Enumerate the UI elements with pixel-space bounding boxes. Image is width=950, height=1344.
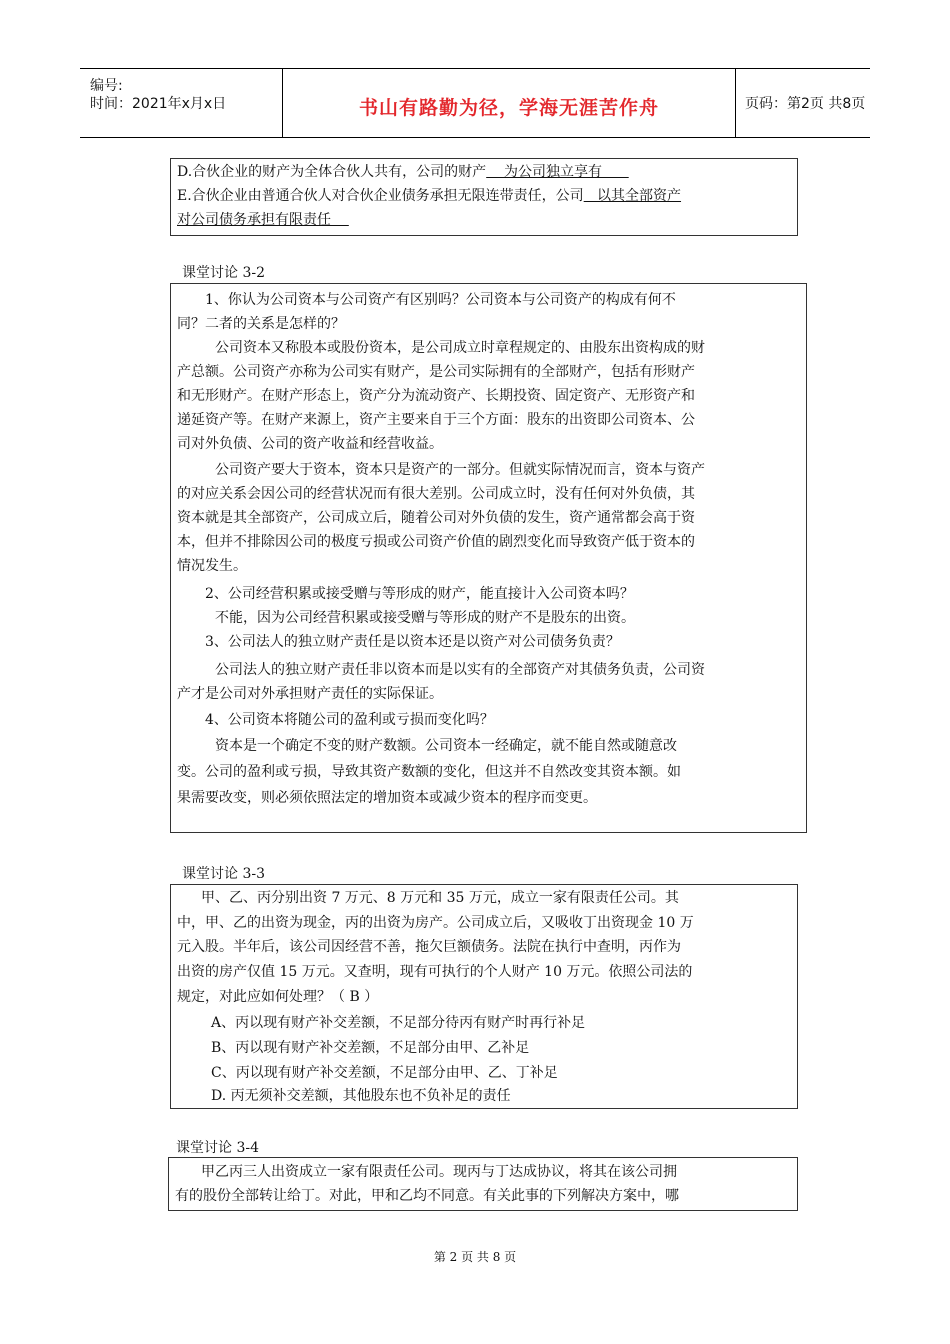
d34-line: 有的股份全部转让给丁。对此，甲和乙均不同意。有关此事的下列解决方案中，哪 — [175, 1188, 679, 1204]
d33-option-d: D. 丙无须补交差额，其他股东也不负补足的责任 — [211, 1088, 511, 1104]
d32-line: 的对应关系会因公司的经营状况而有很大差别。公司成立时，没有任何对外负债，其 — [177, 486, 695, 502]
d32-line: 同？二者的关系是怎样的？ — [177, 316, 345, 332]
d32-line: 递延资产等。在财产来源上，资产主要来自于三个方面：股东的出资即公司资本、公 — [177, 412, 695, 428]
d32-line: 公司法人的独立财产责任非以资本而是以实有的全部资产对其债务负责，公司资 — [215, 662, 705, 678]
d32-line: 4、公司资本将随公司的盈利或亏损而变化吗？ — [205, 712, 494, 728]
motto-text: 书山有路勤为径，学海无涯苦作舟 — [358, 97, 659, 119]
d32-line: 1、你认为公司资本与公司资产有区别吗？公司资本与公司资产的构成有何不 — [205, 292, 676, 308]
d32-line: 情况发生。 — [177, 558, 247, 574]
discussion-3-3-caption: 课堂讨论 3-3 — [182, 866, 265, 882]
d33-line: 规定，对此应如何处理？（ B ） — [177, 989, 379, 1005]
option-e-text: E.合伙企业由普通合伙人对合伙企业债务承担无限连带责任，公司 — [177, 188, 584, 204]
discussion-3-3-box — [170, 884, 798, 1109]
option-d-fill: 为公司独立享有 — [486, 164, 629, 180]
option-e-cont — [177, 208, 349, 232]
d32-line: 产总额。公司资产亦称为公司实有财产，是公司实际拥有的全部财产，包括有形财产 — [177, 364, 695, 380]
d33-line: 甲、乙、丙分别出资 7 万元、8 万元和 35 万元，成立一家有限责任公司。其 — [201, 890, 679, 906]
d32-line: 资本就是其全部资产，公司成立后，随着公司对外负债的发生，资产通常都会高于资 — [177, 510, 695, 526]
d32-line: 不能，因为公司经营积累或接受赠与等形成的财产不是股东的出资。 — [215, 610, 635, 626]
date-label: 时间：2021年x月x日 — [90, 96, 227, 112]
option-d-text: D.合伙企业的财产为全体合伙人共有，公司的财产 — [177, 164, 487, 180]
discussion-3-4-caption: 课堂讨论 3-4 — [176, 1140, 259, 1156]
option-d — [177, 160, 629, 184]
discussion-3-4-box — [168, 1157, 798, 1211]
page-info: 页码：第2页 共8页 — [745, 96, 866, 112]
code-label: 编号: — [90, 78, 123, 94]
page-header — [80, 68, 870, 138]
header-center-cell — [282, 69, 736, 137]
d33-line: 元入股。半年后，该公司因经营不善，拖欠巨额债务。法院在执行中查明，丙作为 — [177, 939, 681, 955]
option-e — [177, 184, 681, 208]
d33-option-b: B、丙以现有财产补交差额，不足部分由甲、乙补足 — [211, 1040, 530, 1056]
d32-line: 资本是一个确定不变的财产数额。公司资本一经确定，就不能自然或随意改 — [215, 738, 677, 754]
d32-line: 本，但并不排除因公司的极度亏损或公司资产价值的剧烈变化而导致资产低于资本的 — [177, 534, 695, 550]
d32-line: 2、公司经营积累或接受赠与等形成的财产，能直接计入公司资本吗？ — [205, 586, 634, 602]
options-box — [170, 158, 798, 236]
d33-option-c: C、丙以现有财产补交差额，不足部分由甲、乙、丁补足 — [211, 1065, 558, 1081]
d32-line: 3、公司法人的独立财产责任是以资本还是以资产对公司债务负责？ — [205, 634, 620, 650]
d32-line: 公司资本又称股本或股份资本，是公司成立时章程规定的、由股东出资构成的财 — [215, 340, 705, 356]
d33-line: 中，甲、乙的出资为现金，丙的出资为房产。公司成立后，又吸收丁出资现金 10 万 — [177, 915, 694, 931]
header-right-cell — [735, 69, 870, 137]
d34-line: 甲乙丙三人出资成立一家有限责任公司。现丙与丁达成协议，将其在该公司拥 — [201, 1164, 677, 1180]
d32-line: 司对外负债、公司的资产收益和经营收益。 — [177, 436, 443, 452]
d32-line: 果需要改变，则必须依照法定的增加资本或减少资本的程序而变更。 — [177, 790, 597, 806]
header-left-cell — [80, 69, 282, 137]
discussion-3-2-box — [170, 283, 807, 833]
page-footer: 第 2 页 共 8 页 — [433, 1250, 517, 1264]
discussion-3-2-caption: 课堂讨论 3-2 — [182, 265, 265, 281]
d32-line: 公司资产要大于资本，资本只是资产的一部分。但就实际情况而言，资本与资产 — [215, 462, 705, 478]
d32-line: 产才是公司对外承担财产责任的实际保证。 — [177, 686, 443, 702]
d32-line: 变。公司的盈利或亏损，导致其资产数额的变化，但这并不自然改变其资本额。如 — [177, 764, 681, 780]
d33-line: 出资的房产仅值 15 万元。又查明，现有可执行的个人财产 10 万元。依照公司法的 — [177, 964, 693, 980]
d33-option-a: A、丙以现有财产补交差额，不足部分待丙有财产时再行补足 — [211, 1015, 586, 1031]
d32-line: 和无形财产。在财产形态上，资产分为流动资产、长期投资、固定资产、无形资产和 — [177, 388, 695, 404]
option-e-fill-2: 对公司债务承担有限责任 — [177, 212, 349, 228]
option-e-fill: 以其全部资产 — [583, 188, 682, 204]
